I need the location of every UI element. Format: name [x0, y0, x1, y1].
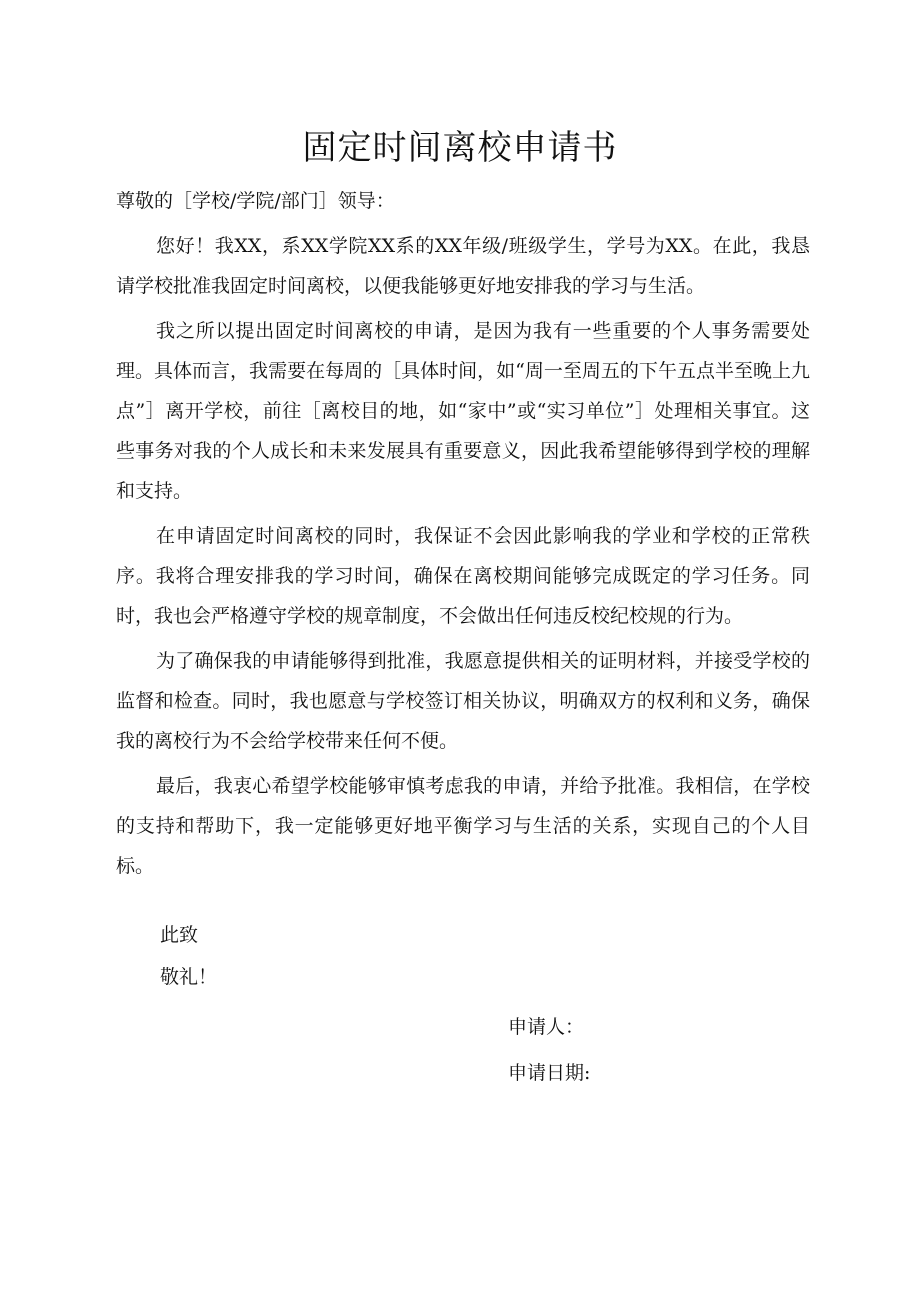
paragraph-greeting: 您好！我XX，系XX学院XX系的XX年级/班级学生，学号为XX。在此，我恳请学校批准我固定时间离校，以便我能够更好地安排我的学习与生活。: [116, 235, 810, 297]
applicant-label: 申请人：: [508, 1016, 585, 1038]
closing-jingli: 敬礼！: [160, 966, 218, 988]
closing-cizhi: 此致: [160, 924, 199, 946]
salutation: 尊敬的［学校/学院/部门］领导：: [116, 190, 395, 212]
date-label: 申请日期:: [508, 1062, 591, 1084]
paragraph-conclusion: 最后，我衷心希望学校能够审慎考虑我的申请，并给予批准。我相信，在学校的支持和帮助下，我一定能够更好地平衡学习与生活的关系，实现自己的个人目标。: [116, 775, 810, 877]
paragraph-reason: 我之所以提出固定时间离校的申请，是因为我有一些重要的个人事务需要处理。具体而言，我需要在每周的［具体时间，如“周一至周五的下午五点半至晚上九点”］离开学校，前往［离校目的地，如“家中”或“实习单位”］处理相关事宜。这些事务对我的个人成长和未来发展具有重要意义，因此我希望能够得到学校的理解和支持。: [116, 320, 810, 502]
paragraph-supervision: 为了确保我的申请能够得到批准，我愿意提供相关的证明材料，并接受学校的监督和检查。同时，我也愿意与学校签订相关协议，明确双方的权利和义务，确保我的离校行为不会给学校带来任何不便。: [116, 650, 810, 752]
paragraph-guarantee: 在申请固定时间离校的同时，我保证不会因此影响我的学业和学校的正常秩序。我将合理安排我的学习时间，确保在离校期间能够完成既定的学习任务。同时，我也会严格遵守学校的规章制度，不会做出任何违反校纪校规的行为。: [116, 525, 810, 627]
letter-body: [116, 226, 810, 891]
document-title: 固定时间离校申请书: [302, 128, 618, 168]
